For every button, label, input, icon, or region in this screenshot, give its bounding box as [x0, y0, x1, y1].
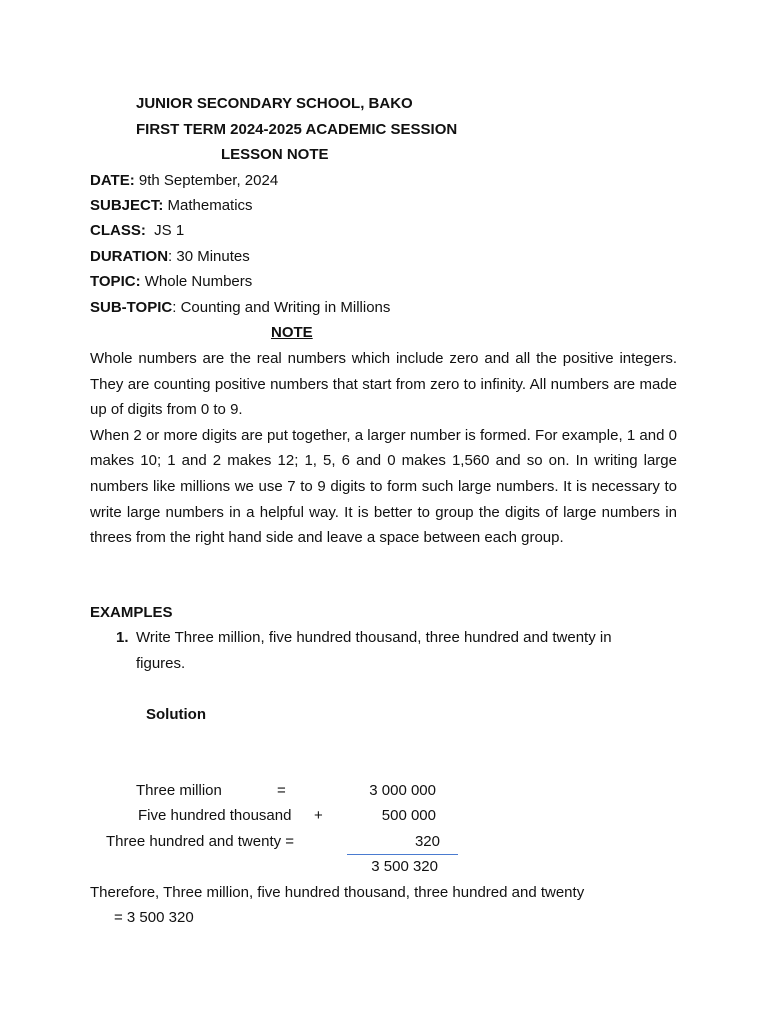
subject-label: SUBJECT: [90, 197, 164, 214]
subject-field [90, 196, 253, 216]
class-field [90, 221, 184, 241]
date-field [90, 171, 278, 191]
school-name: JUNIOR SECONDARY SCHOOL, BAKO [136, 95, 413, 112]
topic-label: TOPIC: [90, 273, 141, 290]
class-value: JS 1 [145, 222, 185, 239]
row3-label: Three hundred and twenty = [106, 833, 295, 850]
date-label: DATE: [90, 172, 135, 189]
row2-value: 500 000 [381, 807, 436, 824]
document-type: LESSON NOTE [221, 146, 329, 163]
term-title: FIRST TERM 2024-2025 ACADEMIC SESSION [136, 121, 458, 138]
example-question-line-1: Write Three million, five hundred thousand, three hundred and twenty in [136, 629, 612, 646]
duration-label: DURATION [90, 248, 169, 265]
note-paragraph-1: Whole numbers are the real numbers which include zero and all the positive integers. They are counting positive numbers that start from zero to infinity. All numbers are made up of digits from 0 to 9. [90, 350, 677, 419]
note-heading: NOTE [271, 324, 313, 341]
date-value: 9th September, 2024 [134, 172, 279, 189]
row1-label: Three million [136, 782, 222, 799]
row1-operator: = [277, 782, 286, 799]
conclusion-line-2: = 3 500 320 [114, 909, 194, 926]
row2-label: Five hundred thousand [138, 807, 292, 824]
example-question-line-2: figures. [136, 655, 186, 672]
duration-field [90, 247, 250, 267]
note-paragraph-2: When 2 or more digits are put together, a larger number is formed. For example, 1 and 0 makes 10; 1 and 2 makes 12; 1, 5, 6 and 0 makes 1,560 and so on. In writing large numbers like millions we use 7 to 9 digits to form such large numbers. It is necessary to write large numbers in a helpful way. It is better to group the digits of large numbers in threes from the right hand side and leave a space between each group. [90, 426, 677, 547]
sum-total: 3 500 320 [371, 858, 438, 875]
class-label: CLASS: [90, 222, 146, 239]
subtopic-field [90, 298, 390, 318]
row3-value: 320 [414, 833, 440, 850]
conclusion-line-1: Therefore, Three million, five hundred thousand, three hundred and twenty [90, 884, 585, 901]
topic-field [90, 272, 252, 292]
row1-value: 3 000 000 [369, 782, 436, 799]
subject-value: Mathematics [163, 197, 253, 214]
sum-line [347, 854, 458, 855]
note-body [90, 346, 677, 551]
solution-label: Solution [146, 706, 206, 723]
subtopic-value: : Counting and Writing in Millions [172, 299, 391, 316]
duration-value: : 30 Minutes [168, 248, 250, 265]
subtopic-label: SUB-TOPIC [90, 299, 173, 316]
examples-heading: EXAMPLES [90, 604, 173, 621]
example-number: 1. [116, 629, 129, 646]
row2-operator: + [314, 807, 323, 824]
topic-value: Whole Numbers [140, 273, 253, 290]
